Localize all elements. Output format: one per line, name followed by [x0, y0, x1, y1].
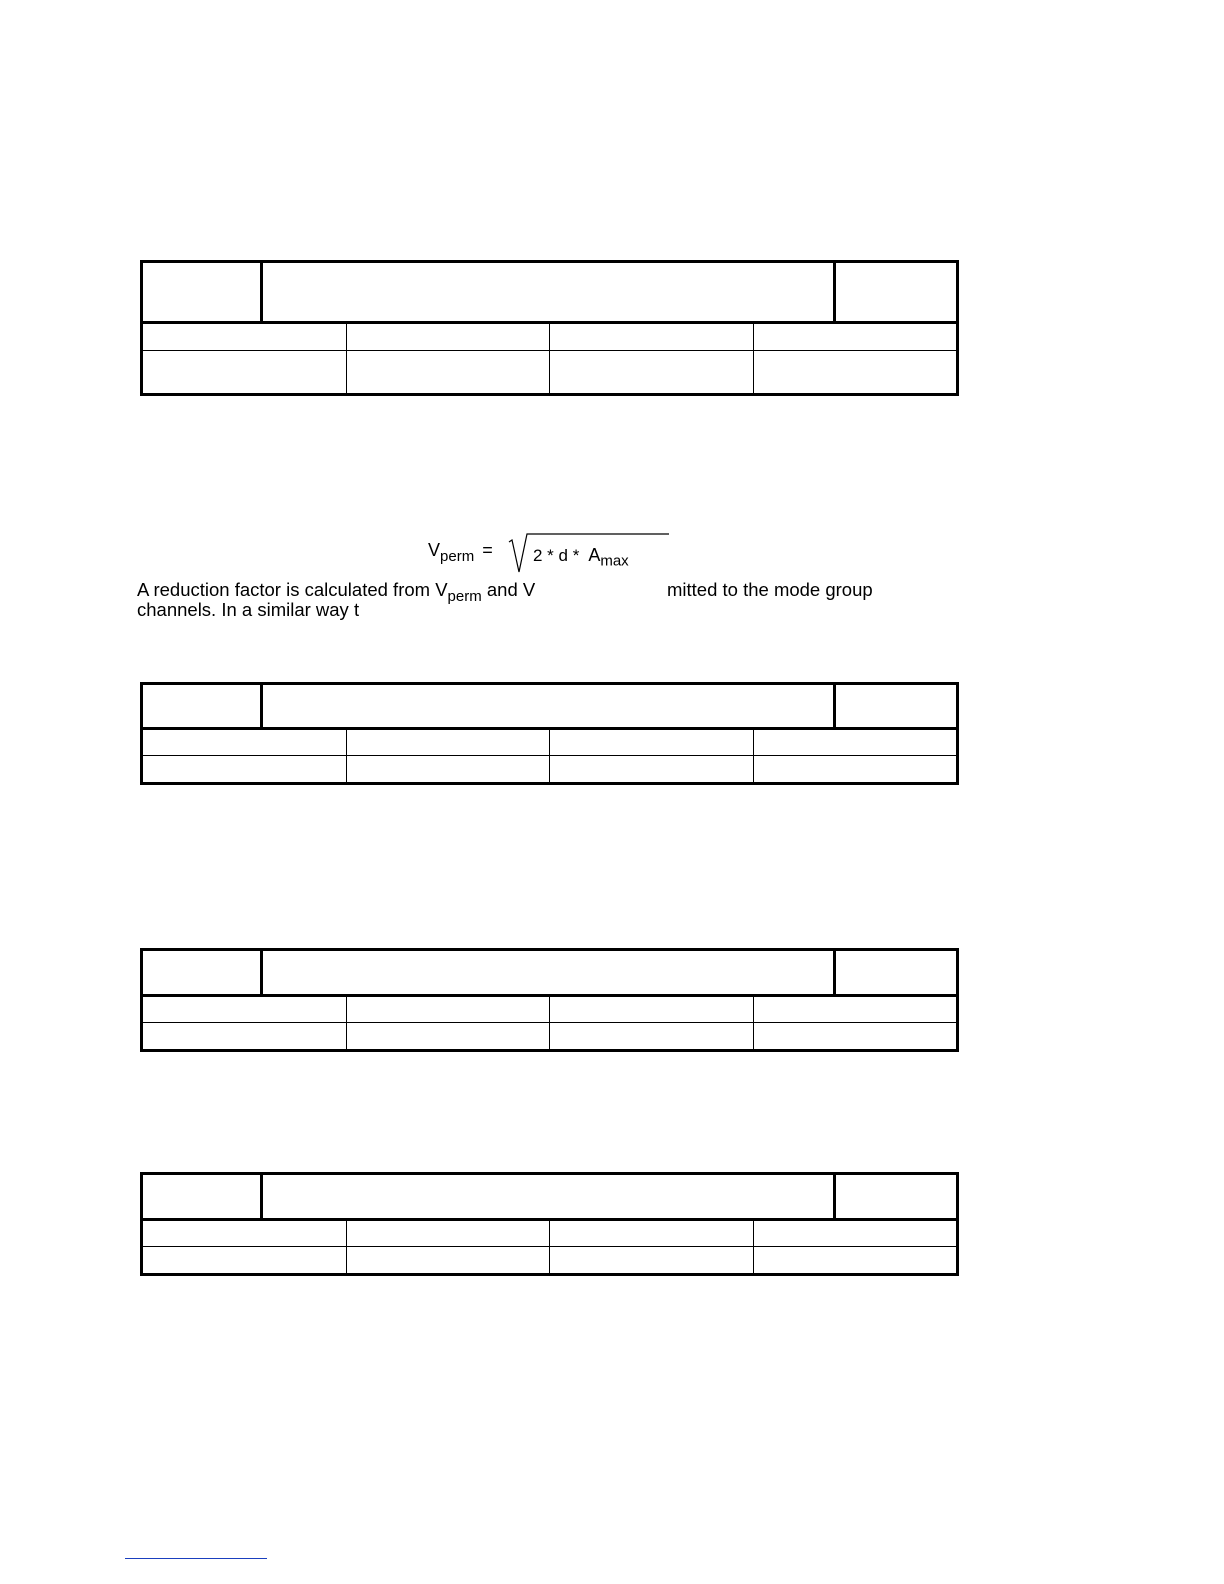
table-cell [143, 324, 347, 350]
table-cell [143, 351, 347, 393]
table-cell [754, 324, 957, 350]
paragraph-text: A reduction factor is calculated from V [137, 579, 448, 600]
table-cell [550, 1221, 754, 1246]
header-cell-description [263, 263, 836, 321]
table-cell [550, 324, 754, 350]
parameter-table-2 [140, 682, 959, 785]
table-cell [347, 1221, 551, 1246]
table-cell [550, 730, 754, 755]
table-cell [143, 1247, 347, 1273]
table-header-row [143, 685, 956, 730]
table-cell [143, 997, 347, 1022]
table-value-row [143, 351, 956, 393]
table-label-row [143, 997, 956, 1023]
table-label-row [143, 730, 956, 756]
header-cell-description [263, 685, 836, 727]
table-cell [754, 756, 957, 782]
table-cell [754, 1247, 957, 1273]
table-cell [143, 1221, 347, 1246]
table-value-row [143, 1023, 956, 1049]
table-cell [754, 730, 957, 755]
table-cell [550, 351, 754, 393]
radicand-max-subscript: max [600, 552, 629, 570]
header-cell-number [143, 685, 263, 727]
table-value-row [143, 1247, 956, 1273]
footnote-separator [125, 1558, 267, 1559]
table-cell [754, 1221, 957, 1246]
table-cell [143, 730, 347, 755]
radicand-amax [588, 545, 629, 570]
table-cell [347, 1247, 551, 1273]
formula-variable-subscript: perm [440, 548, 475, 565]
header-cell-number [143, 1175, 263, 1218]
table-label-row [143, 324, 956, 351]
table-cell [347, 351, 551, 393]
paragraph-line-1-tail: mitted to the mode group [667, 579, 873, 600]
table-cell [347, 756, 551, 782]
table-header-row [143, 1175, 956, 1221]
header-cell-reference [836, 685, 956, 727]
paragraph-subscript: perm [447, 588, 482, 605]
header-cell-number [143, 951, 263, 994]
formula-radicand [533, 545, 629, 570]
parameter-table-3 [140, 948, 959, 1052]
table-cell [550, 1023, 754, 1049]
paragraph-text: and V [481, 579, 536, 600]
paragraph-line-1 [137, 579, 536, 605]
radicand-expression: 2 * d * [533, 546, 580, 565]
table-cell [754, 1023, 957, 1049]
formula-variable: V [428, 540, 441, 560]
table-cell [754, 997, 957, 1022]
table-header-row [143, 263, 956, 324]
table-cell [754, 351, 957, 393]
radicand-a: A [588, 545, 601, 565]
table-cell [550, 997, 754, 1022]
table-label-row [143, 1221, 956, 1247]
header-cell-reference [836, 1175, 956, 1218]
table-cell [143, 1023, 347, 1049]
table-cell [347, 1023, 551, 1049]
header-cell-description [263, 951, 836, 994]
table-cell [347, 997, 551, 1022]
table-value-row [143, 756, 956, 782]
table-header-row [143, 951, 956, 997]
paragraph-line-2: channels. In a similar way t [137, 599, 360, 620]
header-cell-number [143, 263, 263, 321]
formula-lhs [428, 540, 493, 565]
table-cell [143, 756, 347, 782]
parameter-table-1 [140, 260, 959, 396]
formula-equals: = [482, 540, 493, 560]
parameter-table-4 [140, 1172, 959, 1276]
table-cell [347, 324, 551, 350]
table-cell [550, 756, 754, 782]
header-cell-description [263, 1175, 836, 1218]
header-cell-reference [836, 263, 956, 321]
table-cell [347, 730, 551, 755]
header-cell-reference [836, 951, 956, 994]
table-cell [550, 1247, 754, 1273]
